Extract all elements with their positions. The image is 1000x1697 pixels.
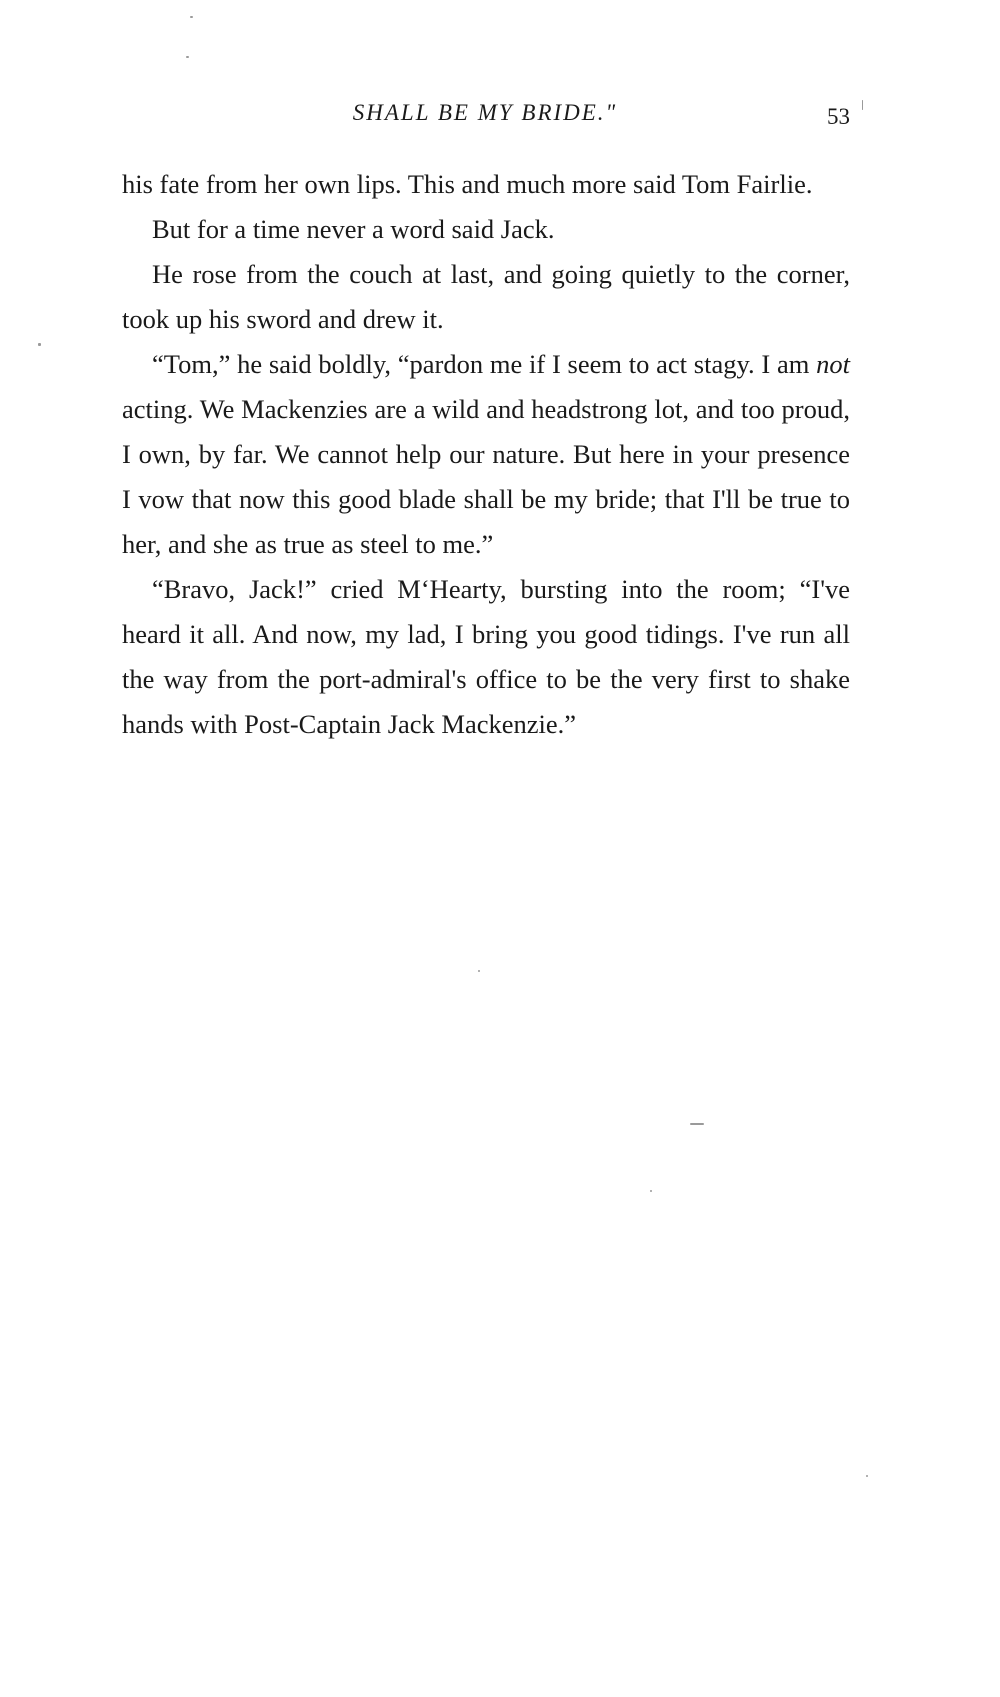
paragraph-2: But for a time never a word said Jack. [152,214,555,244]
paragraph-4-part-1: “Tom,” he said boldly, “pardon me if I seem to act stagy. I am [152,349,817,379]
scan-speck [38,343,41,346]
paragraph-3: He rose from the couch at last, and going quietly to the corner, took up his sword and drew it. [122,259,850,334]
paragraph-4-part-2: acting. We Mackenzies are a wild and headstrong lot, and too proud, I own, by far. We cannot help our nature. But here in your presence I vow that now this good blade shall be my bride; that I'll be true to her, and she as true as steel to me.” [122,394,850,559]
emphasis-not: not [816,349,850,379]
running-title: SHALL BE MY BRIDE." [352,100,618,125]
scan-speck [190,16,193,18]
scan-speck [186,56,189,58]
paragraph-1: his fate from her own lips. This and much more said Tom Fairlie. [122,169,813,199]
body-text [122,162,850,747]
scan-speck [866,1475,868,1477]
running-head [120,100,850,140]
scan-speck [690,1123,704,1125]
paragraph-5: “Bravo, Jack!” cried M‘Hearty, bursting into the room; “I've heard it all. And now, my lad, I bring you good tidings. I've run all the way from the port-admiral's office to be the very first to shake hands with Post-Captain Jack Mackenzie.” [122,574,850,739]
scan-speck [862,100,863,110]
scan-speck [478,970,480,972]
page-number: 53 [827,104,850,129]
paragraph-4 [122,342,850,567]
scan-speck [650,1190,652,1192]
